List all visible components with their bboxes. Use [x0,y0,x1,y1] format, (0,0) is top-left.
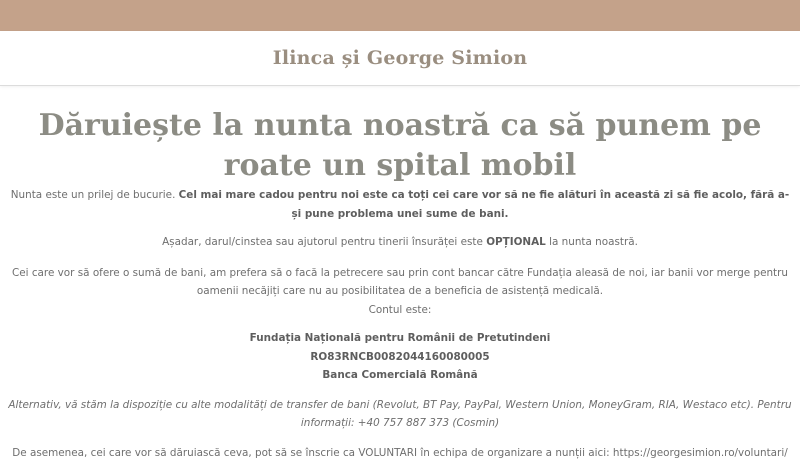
intro-text: Nunta este un prilej de bucurie. [11,189,179,201]
page-headline: Dăruiește la nunta noastră ca să punem pe roate un spital mobil [6,106,794,186]
optional-paragraph [6,233,794,252]
optional-before-text: Așadar, darul/cinstea sau ajutorul pentru tinerii însurăței este [162,236,486,248]
main-content [0,106,800,462]
account-label: Contul este: [6,301,794,320]
account-foundation [6,329,794,348]
account-bank [6,366,794,385]
site-title[interactable]: Ilinca și George Simion [273,47,528,69]
optional-after-text: la nunta noastră. [546,236,638,248]
account-iban [6,348,794,367]
bank-name: Banca Comercială Română [322,369,477,381]
volunteer-text: De asemenea, cei care vor să dăruiască ceva, pot să se înscrie ca VOLUNTARI în echipa de organizare a nunții aici: [12,447,613,459]
intro-paragraph [6,186,794,223]
intro-bold-text: Cel mai mare cadou pentru noi este ca toți cei care vor să ne fie alături în această zi să fie acolo, fără a-și pune problema unei sume de bani. [179,189,790,220]
foundation-name: Fundația Națională pentru Românii de Pretutindeni [250,332,551,344]
money-paragraph: Cei care vor să ofere o sumă de bani, am prefera să o facă la petrecere sau prin cont bancar către Fundația aleasă de noi, iar banii vor merge pentru oamenii necăjiți care nu au posibilitatea de a beneficia de asistență medicală. [6,264,794,301]
volunteer-paragraph [6,444,794,462]
alternative-paragraph: Alternativ, vă stăm la dispoziție cu alte modalități de transfer de bani (Revolut, BT Pay, PayPal, Western Union, MoneyGram, RIA, Westaco etc). Pentru informații: +40 757 887 373 (Cosmin) [6,396,794,433]
top-color-band [0,0,800,31]
site-header [0,31,800,86]
volunteer-link[interactable]: https://georgesimion.ro/voluntari/ [613,447,788,459]
iban-value: RO83RNCB0082044160080005 [310,351,489,363]
optional-bold-text: OPȚIONAL [486,236,546,248]
